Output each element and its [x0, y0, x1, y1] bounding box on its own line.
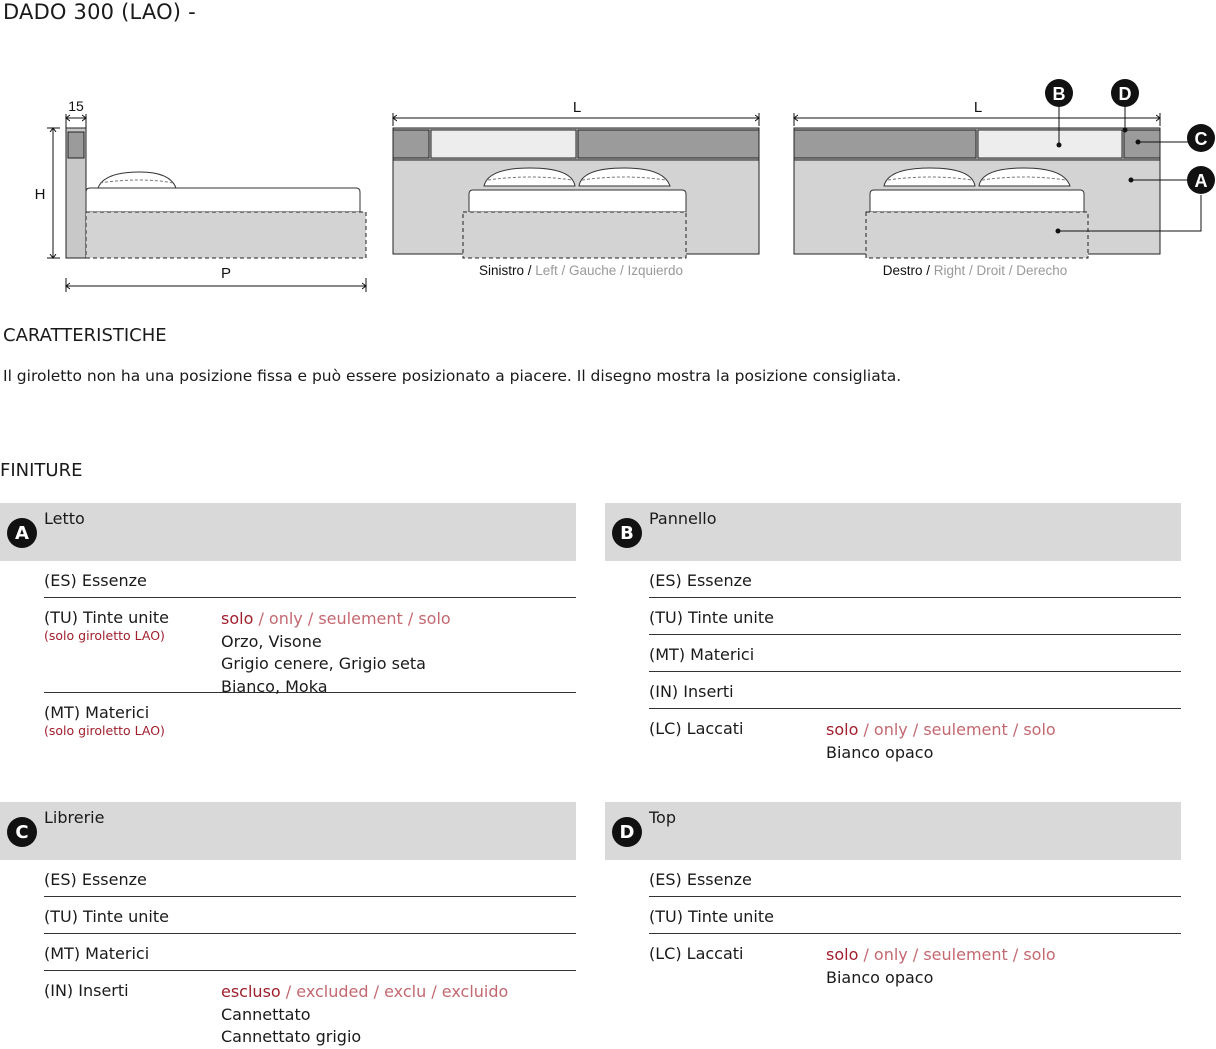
block-title: Letto — [44, 509, 85, 528]
svg-text:D: D — [1118, 84, 1132, 104]
finish-row: (MT) Materici — [44, 934, 576, 971]
finish-row: (TU) Tinte unite — [649, 598, 1181, 635]
letter-d-icon: D — [612, 817, 642, 847]
finish-block-top — [605, 802, 1181, 990]
finish-row: (MT) Materici (solo giroletto LAO) — [44, 703, 165, 738]
dim-width-label: 15 — [68, 98, 84, 114]
block-header — [605, 802, 1181, 860]
finish-options: solo / only / seulement / solo Bianco opaco — [826, 945, 1056, 987]
marker-c-icon — [1187, 124, 1215, 152]
finish-row: (LC) Laccati solo / only / seulement / solo Bianco opaco — [649, 709, 1181, 765]
finish-row: (IN) Inserti escluso / excluded / exclu / excluido Cannettato Cannettato grigio — [44, 971, 576, 1047]
right-view-drawing — [794, 79, 1215, 278]
svg-text:A: A — [1194, 171, 1208, 191]
right-caption-main: Destro / — [882, 263, 934, 278]
block-title: Top — [649, 808, 676, 827]
svg-text:Destro / Right / Droit / Derec — [883, 263, 1068, 278]
dim-height-label: H — [34, 186, 46, 203]
letter-b-icon: B — [612, 518, 642, 548]
finish-block-librerie — [0, 802, 576, 1047]
svg-text:C: C — [1194, 129, 1208, 149]
features-text: Il giroletto non ha una posizione fissa e può essere posizionato a piacere. Il disegno mostra la posizione consigliata. — [3, 367, 902, 385]
finish-block-letto — [0, 503, 576, 745]
left-view-drawing — [393, 99, 759, 278]
page-title: DADO 300 (LAO) - — [3, 0, 196, 24]
finish-row: (MT) Materici — [649, 635, 1181, 672]
block-header — [605, 503, 1181, 561]
finish-row: (TU) Tinte unite — [44, 897, 576, 934]
finish-row: (IN) Inserti — [649, 672, 1181, 709]
finish-row: (TU) Tinte unite — [649, 897, 1181, 934]
block-header — [0, 802, 576, 860]
finish-block-pannello — [605, 503, 1181, 765]
right-caption-alt: Right / Droit / Derecho — [933, 263, 1068, 278]
block-title: Librerie — [44, 808, 105, 827]
finish-row: (TU) Tinte unite (solo giroletto LAO) solo / only / seulement / solo Orzo, Visone Grigio cenere, Grigio seta Bianco, Moka — [44, 598, 576, 693]
finish-row: (LC) Laccati solo / only / seulement / solo Bianco opaco — [649, 934, 1181, 990]
marker-d-icon — [1111, 79, 1139, 107]
letter-c-icon: C — [7, 817, 37, 847]
finish-row: (ES) Essenze — [44, 860, 576, 897]
left-caption-main: Sinistro / — [478, 263, 536, 278]
letter-a-icon: A — [7, 518, 37, 548]
finish-row: (ES) Essenze — [649, 860, 1181, 897]
finish-options: escluso / excluded / exclu / excluido Cannettato Cannettato grigio — [221, 982, 509, 1046]
svg-text:Sinistro / Left / Gauche / Izq — [479, 263, 683, 278]
right-length-label: L — [973, 99, 983, 116]
block-header — [0, 503, 576, 561]
finish-row: (ES) Essenze — [44, 561, 576, 598]
finish-options: solo / only / seulement / solo Bianco opaco — [826, 720, 1056, 762]
features-heading: CARATTERISTICHE — [3, 325, 167, 346]
technical-drawings — [0, 0, 1216, 300]
side-view-drawing — [35, 98, 366, 292]
left-caption-alt: Left / Gauche / Izquierdo — [535, 263, 684, 278]
dim-depth-label: P — [220, 265, 232, 282]
left-length-label: L — [572, 99, 582, 116]
block-title: Pannello — [649, 509, 717, 528]
marker-b-icon — [1045, 79, 1073, 107]
finish-row: (ES) Essenze — [649, 561, 1181, 598]
svg-text:B: B — [1052, 84, 1066, 104]
finish-options: solo / only / seulement / solo Orzo, Visone Grigio cenere, Grigio seta Bianco, Moka — [221, 609, 451, 696]
marker-a-icon — [1187, 166, 1215, 194]
finishes-heading: FINITURE — [0, 460, 83, 481]
